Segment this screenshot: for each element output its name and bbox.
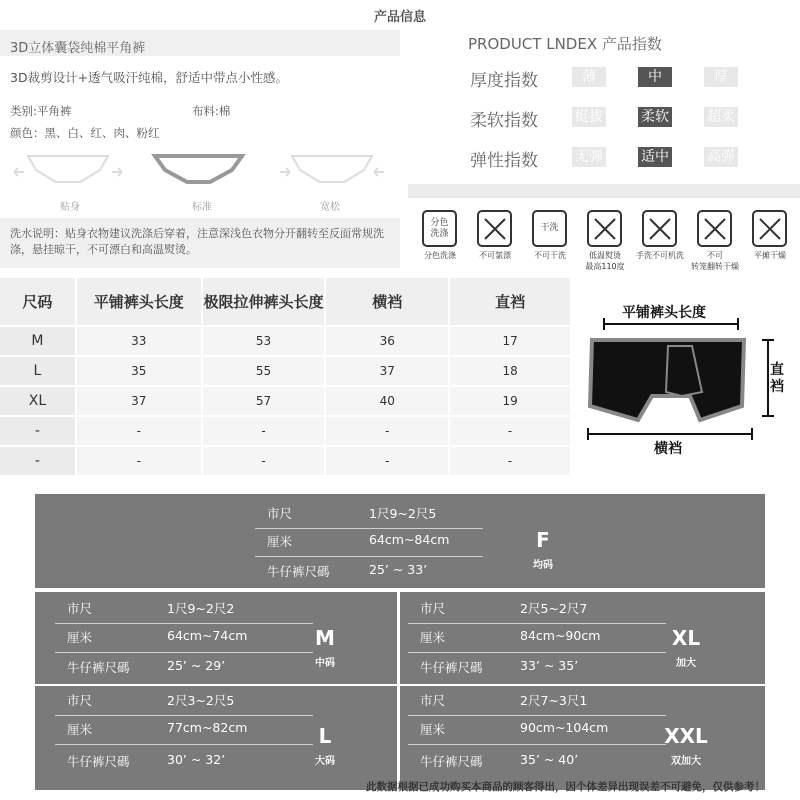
conversion-row-label: 市尺	[420, 693, 446, 708]
conversion-row-label: 市尺	[67, 601, 93, 616]
size-value-cell: 19	[449, 386, 571, 416]
conversion-value: 2尺3~2尺5	[167, 693, 235, 708]
diagram-bottom-label: 横裆	[654, 441, 682, 457]
conversion-value: 33’ ~ 35’	[520, 658, 579, 673]
size-value-cell: -	[202, 446, 326, 476]
fit-loose-icon	[280, 156, 384, 182]
size-header: 直裆	[449, 278, 571, 326]
conversion-block	[35, 686, 397, 790]
size-value-cell: 37	[76, 386, 202, 416]
size-value-cell: -	[449, 446, 571, 476]
conversion-value: 25’ ~ 29’	[167, 658, 226, 673]
size-header: 平铺裤头长度	[76, 278, 202, 326]
size-table	[0, 278, 572, 477]
conversion-value: 84cm~90cm	[520, 628, 601, 643]
conversion-row-label: 厘米	[67, 630, 93, 645]
category-text: 类别:平角裤	[10, 104, 72, 118]
divider	[55, 652, 313, 653]
conversion-value: 2尺7~3尺1	[520, 693, 588, 708]
conversion-row-label: 牛仔裤尺碼	[267, 564, 330, 579]
size-code: XXL	[664, 724, 708, 748]
low-iron-icon-glyph	[593, 217, 617, 241]
size-value-cell: 40	[325, 386, 449, 416]
conversion-row-label: 市尺	[420, 601, 446, 616]
briefs-illustration	[582, 296, 792, 466]
divider	[408, 744, 666, 745]
fit-label-tight: 贴身	[60, 202, 80, 213]
flat-dry-icon-glyph	[758, 217, 782, 241]
size-code-sub: 中码	[315, 658, 335, 669]
size-code-sub: 双加大	[671, 756, 701, 767]
fabric-text: 布料:棉	[192, 104, 231, 118]
conversion-row-label: 牛仔裤尺碼	[67, 660, 130, 675]
hand-wash-icon-glyph	[648, 217, 672, 241]
conversion-value: 1尺9~2尺5	[369, 506, 437, 521]
conversion-row-label: 牛仔裤尺碼	[67, 754, 130, 769]
table-row	[0, 446, 571, 476]
side-arrow	[762, 340, 774, 416]
care-label: 不可氯漂	[479, 251, 511, 260]
fit-standard-icon	[155, 156, 242, 182]
conversion-row-label: 厘米	[420, 722, 446, 737]
care-label: 平摊干燥	[754, 251, 786, 260]
conversion-block	[35, 494, 765, 588]
page-title: 产品信息	[373, 10, 426, 25]
size-code: L	[318, 724, 332, 748]
conversion-row-label: 市尺	[267, 506, 293, 521]
conversion-value: 35’ ~ 40’	[520, 752, 579, 767]
size-label-cell: -	[0, 416, 76, 446]
table-row	[0, 416, 571, 446]
divider	[408, 652, 666, 653]
size-code: XL	[671, 626, 701, 650]
conversion-value: 1尺9~2尺2	[167, 601, 235, 616]
table-row	[0, 386, 571, 416]
conversion-row-label: 厘米	[67, 722, 93, 737]
low-iron-icon	[587, 210, 622, 247]
divider-band	[408, 184, 800, 198]
index-label-2: 弹性指数	[470, 151, 538, 171]
conversion-value: 25’ ~ 33’	[369, 562, 428, 577]
conversion-row-label: 厘米	[267, 534, 293, 549]
size-value-cell: -	[325, 446, 449, 476]
index-option-1-0: 挺拔	[572, 107, 606, 127]
bottom-arrow	[588, 428, 752, 440]
separate-wash-icon: 分色 洗涤	[422, 210, 457, 247]
diagram-top-label: 平铺裤头长度	[622, 305, 706, 321]
conversion-value: 64cm~84cm	[369, 532, 450, 547]
briefs-shape	[590, 340, 744, 420]
size-value-cell: 17	[449, 326, 571, 356]
size-label-cell: -	[0, 446, 76, 476]
size-label-cell: XL	[0, 386, 76, 416]
size-value-cell: 33	[76, 326, 202, 356]
index-label-0: 厚度指数	[470, 71, 538, 91]
size-value-cell: 35	[76, 356, 202, 386]
size-code-sub: 加大	[676, 658, 696, 669]
index-option-0-2: 厚	[704, 67, 738, 87]
no-bleach-icon-glyph	[483, 217, 507, 241]
size-code-sub: 均码	[533, 560, 553, 571]
conversion-value: 2尺5~2尺7	[520, 601, 588, 616]
size-code: F	[536, 528, 550, 552]
index-label-1: 柔软指数	[470, 111, 538, 131]
care-label: 手洗不可机洗	[636, 251, 684, 260]
conversion-value: 77cm~82cm	[167, 720, 248, 735]
table-row	[0, 326, 571, 356]
conversion-row-label: 厘米	[420, 630, 446, 645]
table-row	[0, 356, 571, 386]
index-option-2-1: 适中	[638, 147, 672, 167]
care-label: 低温熨烫 最高110度	[585, 251, 625, 271]
product-name: 3D立体囊袋纯棉平角裤	[0, 30, 400, 56]
colors-text: 颜色：黑、白、红、肉、粉红	[10, 126, 160, 140]
divider	[55, 623, 313, 624]
size-code: M	[315, 626, 335, 650]
divider	[408, 623, 666, 624]
care-label: 不可 转笼翻转干燥	[691, 251, 739, 271]
size-code-sub: 大码	[315, 756, 335, 767]
conversion-block	[400, 592, 765, 684]
size-value-cell: -	[325, 416, 449, 446]
size-header: 极限拉伸裤头长度	[202, 278, 326, 326]
no-dryclean-icon: 干洗	[532, 210, 567, 247]
conversion-value: 90cm~104cm	[520, 720, 609, 735]
hand-wash-icon	[642, 210, 677, 247]
measurement-diagram	[582, 296, 792, 466]
footnote: 此数据根据已成功购买本商品的顾客得出，因个体差异出现误差不可避免，仅供参考！	[366, 781, 765, 793]
index-option-1-2: 超柔	[704, 107, 738, 127]
conversion-value: 30’ ~ 32’	[167, 752, 226, 767]
size-label-cell: M	[0, 326, 76, 356]
product-description: 3D裁剪设计+透气吸汗纯棉，舒适中带点小性感。	[10, 70, 289, 85]
conversion-block	[35, 592, 397, 684]
care-label: 不可干洗	[534, 251, 566, 260]
care-label: 分色洗涤	[424, 251, 456, 260]
no-tumble-icon-glyph	[703, 217, 727, 241]
top-arrow	[604, 318, 738, 330]
diagram-side-label: 直裆	[770, 362, 784, 395]
size-value-cell: 55	[202, 356, 326, 386]
size-value-cell: -	[202, 416, 326, 446]
index-option-1-1: 柔软	[638, 107, 672, 127]
fit-label-standard: 标准	[192, 202, 212, 213]
conversion-row-label: 牛仔裤尺碼	[420, 754, 483, 769]
size-value-cell: 37	[325, 356, 449, 386]
divider	[255, 528, 483, 529]
size-conversion	[0, 490, 800, 800]
divider	[255, 556, 483, 557]
conversion-row-label: 牛仔裤尺碼	[420, 660, 483, 675]
conversion-block	[400, 686, 765, 790]
divider	[55, 715, 313, 716]
no-bleach-icon	[477, 210, 512, 247]
size-value-cell: -	[76, 446, 202, 476]
size-header: 尺码	[0, 278, 76, 326]
size-header: 横裆	[325, 278, 449, 326]
wash-instructions: 洗水说明：贴身衣物建议洗涤后穿着，注意深浅色衣物分开翻转至反面常规洗涤，悬挂晾干，不可漂白和高温熨烫。	[0, 218, 400, 268]
no-tumble-icon	[697, 210, 732, 247]
size-label-cell: L	[0, 356, 76, 386]
conversion-value: 64cm~74cm	[167, 628, 248, 643]
index-option-2-2: 高弹	[704, 147, 738, 167]
care-icons	[408, 200, 800, 270]
size-value-cell: 53	[202, 326, 326, 356]
size-value-cell: 36	[325, 326, 449, 356]
size-value-cell: 57	[202, 386, 326, 416]
flat-dry-icon	[752, 210, 787, 247]
index-option-0-1: 中	[638, 67, 672, 87]
conversion-row-label: 市尺	[67, 693, 93, 708]
divider	[55, 744, 313, 745]
size-value-cell: 18	[449, 356, 571, 386]
size-value-cell: -	[76, 416, 202, 446]
divider	[408, 715, 666, 716]
size-value-cell: -	[449, 416, 571, 446]
fit-tight-icon	[14, 156, 122, 182]
index-option-0-0: 薄	[572, 67, 606, 87]
index-title: PRODUCT LNDEX 产品指数	[468, 35, 662, 53]
fit-label-loose: 宽松	[320, 202, 340, 213]
index-option-2-0: 无弹	[572, 147, 606, 167]
